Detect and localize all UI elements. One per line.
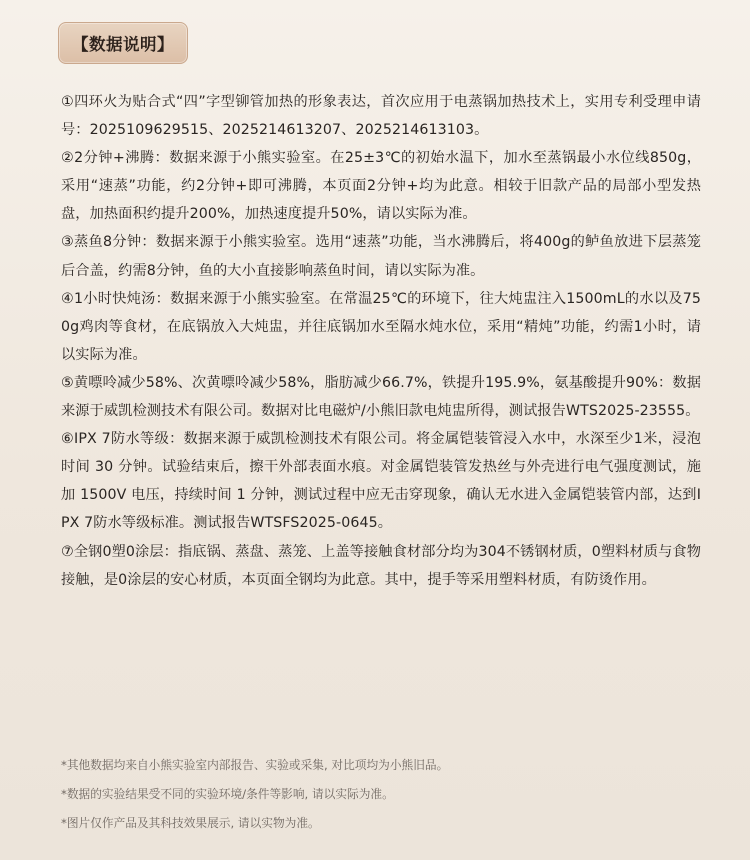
note-7-steel-material: ⑦全钢0塑0涂层：指底锅、蒸盘、蒸笼、上盖等接触食材部分均为304不锈钢材质，0塑料材质与食物接触，是0涂层的安心材质，本页面全钢均为此意。其中，提手等采用塑料材质，有防烫作用。: [61, 543, 701, 588]
note-5-nutrition-test: ⑤黄嘌呤减少58%、次黄嘌呤减少58%，脂肪减少66.7%，铁提升195.9%，氨基酸提升90%：数据来源于威凯检测技术有限公司。数据对比电磁炉/小熊旧款电炖盅所得，测试报告WTS2025-23555。: [61, 374, 701, 420]
note-4-quick-stew: ④1小时快炖汤：数据来源于小熊实验室。在常温25℃的环境下，往大炖盅注入1500mL的水以及750g鸡肉等食材，在底锅放入大炖盅，并往底锅加水至隔水炖水位，采用“精炖”功能，约需1小时，请以实际为准。: [61, 290, 701, 363]
note-1-four-ring-fire: ①四环火为贴合式“四”字型铆管加热的形象表达，首次应用于电蒸锅加热技术上，实用专利受理申请号：2025109629515、2025214613207、2025214613103。: [61, 94, 701, 139]
footnote-3: *图片仅作产品及其科技效果展示, 请以实物为准。: [61, 816, 320, 830]
footnotes: [61, 756, 701, 843]
note-2-boil-time: ②2分钟+沸腾：数据来源于小熊实验室。在25±3℃的初始水温下，加水至蒸锅最小水位线850g，采用“速蒸”功能，约2分钟+即可沸腾，本页面2分钟+均为此意。相较于旧款产品的局部小型发热盘，加热面积约提升200%，加热速度提升50%，请以实际为准。: [61, 150, 701, 223]
footnote-1: *其他数据均来自小熊实验室内部报告、实验或采集, 对比项均为小熊旧品。: [61, 758, 449, 772]
data-notes-list: [61, 88, 701, 594]
note-6-waterproof-rating: ⑥IPX 7防水等级：数据来源于威凯检测技术有限公司。将金属铠装管浸入水中，水深至少1米，浸泡时间 30 分钟。试验结束后，擦干外部表面水痕。对金属铠装管发热丝与外壳进行电气强度测试，施加 1500V 电压，持续时间 1 分钟，测试过程中应无击穿现象，确认无水进入金属铠装管内部，达到IPX 7防水等级标准。测试报告WTSFS2025-0645。: [61, 431, 701, 532]
section-title-badge: [58, 22, 188, 64]
note-3-steam-fish: ③蒸鱼8分钟：数据来源于小熊实验室。选用“速蒸”功能，当水沸腾后，将400g的鲈鱼放进下层蒸笼后合盖，约需8分钟，鱼的大小直接影响蒸鱼时间，请以实际为准。: [61, 234, 701, 279]
section-title: 【数据说明】: [72, 35, 174, 54]
footnote-2: *数据的实验结果受不同的实验环境/条件等影响, 请以实际为准。: [61, 787, 394, 801]
